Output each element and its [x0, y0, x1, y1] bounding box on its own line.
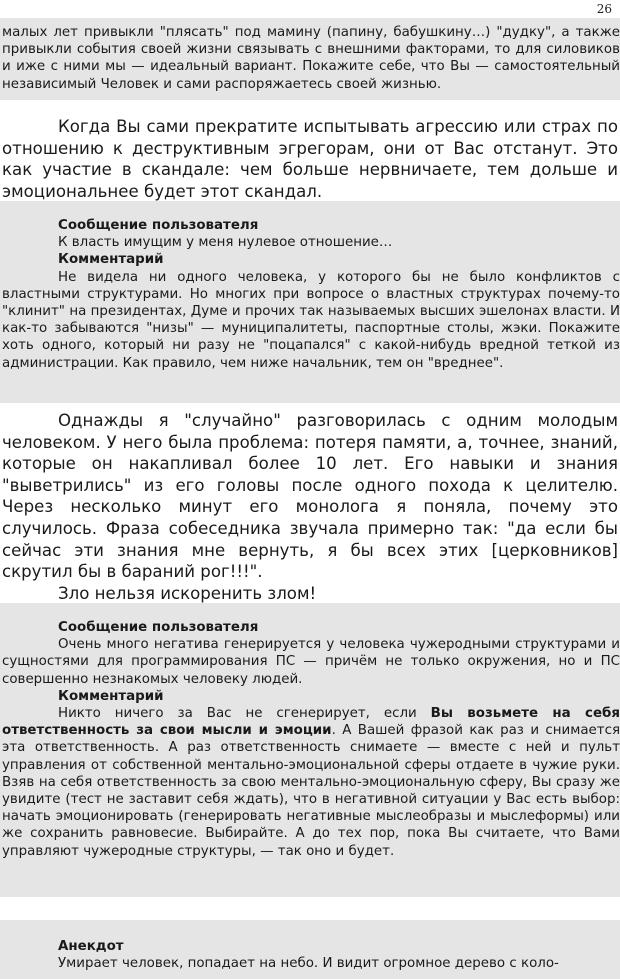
anecdote-heading: Анекдот	[58, 939, 124, 954]
comment-text-bold: Вы возьмете на себя ответственность за свои мысли и эмоции	[2, 706, 620, 739]
quote-text: малых лет привыкли "плясать" под мамину (папину, бабушкину…) "дудку", а также привыкли события своей жизни связывать с внешними факторами, то для силовиков и иже с ними мы — идеальный вариант. Покажите себе, что Вы — самостоятельный независимый Человек и сами распоряжаетесь своей жизнью.	[2, 25, 620, 92]
paragraph-story	[2, 410, 618, 604]
user-message-heading: Сообщение пользователя	[58, 218, 259, 233]
comment-text	[2, 705, 620, 860]
anecdote-box	[0, 920, 620, 979]
paragraph-text: Однажды я "случайно" разговорилась с одним молодым человеком. У него была проблема: потеря памяти, а, точнее, знаний, которые он накапливал более 10 лет. Его навыки и знания "выветрились" из его головы после одного похода к целителю. Через несколько минут его монолога я поняла, почему это случилось. Фраза собеседника звучала примерно так: "да если бы сейчас эти знания мне вернуть, я бы всех этих [церковников] скрутил бы в бараний рог!!!".	[2, 411, 618, 582]
user-message-text: К власть имущим у меня нулевое отношение…	[58, 235, 393, 251]
paragraph-maxim: Зло нельзя искоренить злом!	[58, 583, 317, 603]
comment-text-start: Никто ничего за Вас не сгенерирует, если	[58, 706, 431, 722]
user-message-box-power	[0, 201, 620, 403]
paragraph-text: Когда Вы сами прекратите испытывать агрессию или страх по отношению к деструктивным эгрегорам, они от Вас отстанут. Это как участие в скандале: чем больше нервничаете, тем дольше и эмоциональнее будет этот скандал.	[2, 117, 618, 201]
comment-text-end: . А Вашей фразой как раз и снимается эта ответственность. А раз ответственность снимаете — вместе с ней и пульт управления от собственной ментально-эмоциональной сферы отдаете в чужие руки. Взяв на себя ответственность за свою ментально-эмоциональную сферу, Вы сразу же увидите (тест не заставит себя ждать), что в негативной ситуации у Вас есть выбор: начать эмоционировать (генерировать негативные мыслеобразы и мыслеформы) или же сохранить равновесие. Выбирайте. А до тех пор, пока Вы считаете, что Вами управляют чужеродные структуры, — так оно и будет.	[2, 723, 620, 859]
page-number: 26	[596, 2, 612, 16]
paragraph-aggression	[2, 116, 618, 202]
user-message-heading: Сообщение пользователя	[58, 620, 259, 635]
quote-box-top	[0, 18, 620, 100]
user-message-box-negativity	[0, 603, 620, 897]
comment-text: Не видела ни одного человека, у которого бы не было конфликтов с властными структурами. Но многих при вопросе о властных структурах почему-то "клинит" на президентах, Думе и прочих так называемых высших эшелонах власти. И как-то забываются "низы" — муниципалитеты, паспортные столы, жэки. Покажите хоть одного, который ни разу не "поцапался" с какой-нибудь вредной теткой из администрации. Как правило, чем ниже начальник, тем он "вреднее".	[2, 269, 620, 371]
user-message-text: Очень много негатива генерируется у человека чужеродными структурами и сущностями для программирования ПС — причём не только окружения, но и ПС совершенно незнакомых человеку людей.	[2, 637, 620, 687]
anecdote-text: Умирает человек, попадает на небо. И видит огромное дерево с коло-	[58, 956, 559, 972]
comment-heading: Комментарий	[58, 252, 164, 268]
comment-heading: Комментарий	[58, 688, 164, 704]
